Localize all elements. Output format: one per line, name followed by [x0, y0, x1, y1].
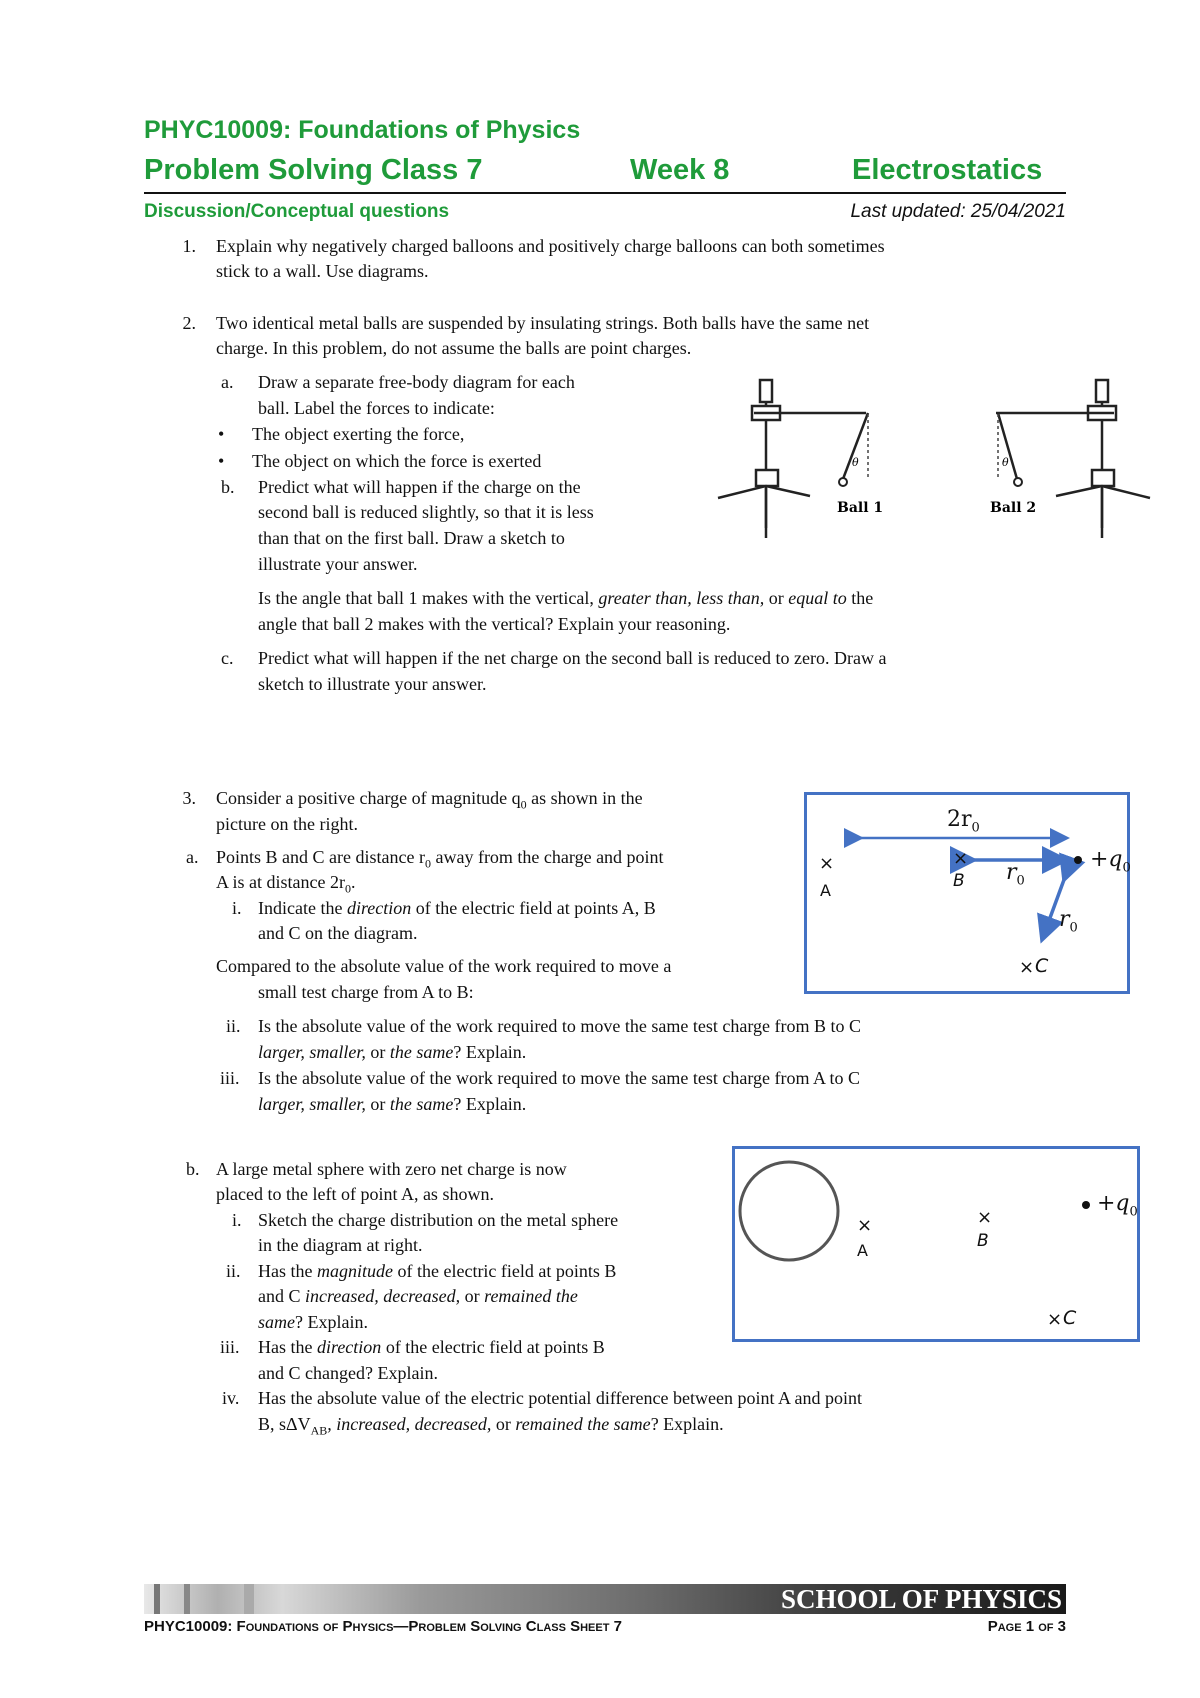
q2b-line2: second ball is reduced slightly, so that it is less [258, 502, 594, 522]
q3bi-line1: Sketch the charge distribution on the metal sphere [258, 1210, 619, 1230]
q3biii-line2: and C changed? Explain. [258, 1363, 438, 1383]
q2c-label: c. [221, 648, 234, 668]
q2a-bullet1: The object exerting the force, [252, 424, 465, 444]
label-plus-q0-b: $+q_0$ [1097, 1191, 1138, 1220]
bullet-2: • [218, 451, 225, 471]
hanging-balls-figure [710, 378, 1160, 548]
q2c-line1: Predict what will happen if the net charge on the second ball is reduced to zero. Draw a [258, 648, 887, 668]
q3bii-label: ii. [226, 1261, 241, 1281]
label-r0-horizontal: $r_0$ [1006, 860, 1025, 889]
q3ai-label: i. [232, 898, 242, 918]
cross-C-b: × [1047, 1309, 1063, 1330]
q2b-line5: Is the angle that ball 1 makes with the vertical, greater than, less than, or equal to the [258, 588, 874, 608]
q1-number: 1. [182, 236, 196, 256]
q2a-label: a. [221, 372, 234, 392]
label-B-b: B [977, 1231, 989, 1251]
q3aii-line1: Is the absolute value of the work required to move the same test charge from B to C [258, 1016, 861, 1036]
cross-C: × [1019, 957, 1035, 978]
cross-B: × [953, 848, 969, 869]
q3-line2: picture on the right. [216, 814, 358, 834]
q3b-line2: placed to the left of point A, as shown. [216, 1184, 494, 1204]
q3ai-line2: and C on the diagram. [258, 923, 418, 943]
q3bii-line2: and C increased, decreased, or remained the [258, 1286, 578, 1306]
q3-line1: Consider a positive charge of magnitude $q_0$ as shown in the [216, 788, 643, 812]
q2b-label: b. [221, 477, 235, 497]
banner-stripe [244, 1584, 254, 1614]
label-A: A [820, 881, 831, 900]
q3biii-line1: Has the direction of the electric field at points B [258, 1337, 605, 1357]
q2b-line3: than that on the first ball. Draw a sketch to [258, 528, 565, 548]
label-C: C [1035, 955, 1049, 977]
q3b-line1: A large metal sphere with zero net charge is now [216, 1159, 567, 1179]
q2a-bullet2: The object on which the force is exerted [252, 451, 542, 471]
q3bi-line2: in the diagram at right. [258, 1235, 423, 1255]
q3bii-line3: same? Explain. [258, 1312, 368, 1332]
q3aiii-line2: larger, smaller, or the same? Explain. [258, 1094, 527, 1114]
q3biv-line2: B, sΔV$_{AB}$, increased, decreased, or remained the same? Explain. [258, 1414, 724, 1438]
footer-left: PHYC10009: Foundations of Physics—Problem Solving Class Sheet 7 [144, 1618, 622, 1635]
label-C-b: C [1063, 1307, 1077, 1329]
class-title: Problem Solving Class 7 [144, 154, 483, 186]
cross-B-b: × [977, 1207, 993, 1228]
course-title: PHYC10009: Foundations of Physics [144, 116, 581, 144]
footer-page: Page 1 of 3 [987, 1618, 1066, 1635]
q1-line1: Explain why negatively charged balloons and positively charge balloons can both sometimes [216, 236, 885, 256]
q3aii-label: ii. [226, 1016, 241, 1036]
q3b-label: b. [186, 1159, 200, 1179]
q2-line1: Two identical metal balls are suspended by insulating strings. Both balls have the same net [216, 313, 870, 333]
charge-dot-b [1082, 1201, 1090, 1209]
q2b-line4: illustrate your answer. [258, 554, 418, 574]
q3a-line1: Points B and C are distance $r_0$ away from the charge and point [216, 847, 664, 871]
section-title: Discussion/Conceptual questions [144, 201, 450, 222]
header-rule [144, 192, 1066, 194]
label-2r0: $2r_0$ [947, 807, 980, 836]
q3aii-line2: larger, smaller, or the same? Explain. [258, 1042, 527, 1062]
ball1-label: Ball 1 [837, 500, 884, 516]
q3biv-line1: Has the absolute value of the electric potential difference between point A and point [258, 1388, 862, 1408]
q2c-line2: sketch to illustrate your answer. [258, 674, 487, 694]
q2-number: 2. [182, 313, 196, 333]
bullet-1: • [218, 424, 225, 444]
charge-dot-a [1074, 856, 1082, 864]
q3-number: 3. [182, 788, 196, 808]
q3a-line2: A is at distance $2r_0$. [216, 872, 356, 896]
q3bi-label: i. [232, 1210, 242, 1230]
q3a-label: a. [186, 847, 199, 867]
q2b-line6: angle that ball 2 makes with the vertical? Explain your reasoning. [258, 614, 731, 634]
school-of-physics-wordmark: SCHOOL OF PHYSICS [780, 1584, 1062, 1614]
banner-stripe [184, 1584, 190, 1614]
q3bii-line1: Has the magnitude of the electric field at points B [258, 1261, 617, 1281]
label-A-b: A [857, 1241, 868, 1260]
q2-line2: charge. In this problem, do not assume the balls are point charges. [216, 338, 692, 358]
q3ai-line1: Indicate the direction of the electric field at points A, B [258, 898, 656, 918]
charge-diagram-a [804, 792, 1130, 994]
label-r0-diagonal: $r_0$ [1059, 907, 1078, 936]
week-title: Week 8 [630, 154, 730, 186]
charge-diagram-b [732, 1146, 1140, 1342]
theta-right: θ [1002, 456, 1009, 469]
cross-A: × [819, 853, 835, 874]
cross-A-b: × [857, 1215, 873, 1236]
ball2-label: Ball 2 [990, 500, 1037, 516]
q3biii-label: iii. [220, 1337, 240, 1357]
q3aiii-line1: Is the absolute value of the work required to move the same test charge from A to C [258, 1068, 861, 1088]
q3biv-label: iv. [222, 1388, 240, 1408]
label-plus-q0-a: $+q_0$ [1090, 847, 1131, 876]
q2a-line2: ball. Label the forces to indicate: [258, 398, 495, 418]
last-updated: Last updated: 25/04/2021 [850, 201, 1066, 222]
topic-title: Electrostatics [852, 154, 1043, 186]
label-B: B [953, 871, 965, 891]
q3aiii-label: iii. [220, 1068, 240, 1088]
footer-banner [144, 1584, 1066, 1614]
q1-line2: stick to a wall. Use diagrams. [216, 261, 429, 281]
metal-sphere [740, 1162, 838, 1260]
q2a-line1: Draw a separate free-body diagram for each [258, 372, 575, 392]
theta-left: θ [852, 456, 859, 469]
metal-sphere-figure [735, 1149, 1137, 1339]
q3-compare-line1: Compared to the absolute value of the work required to move a [216, 956, 672, 976]
q3-compare-line2: small test charge from A to B: [258, 982, 474, 1002]
q2b-line1: Predict what will happen if the charge on the [258, 477, 581, 497]
banner-stripe [154, 1584, 160, 1614]
